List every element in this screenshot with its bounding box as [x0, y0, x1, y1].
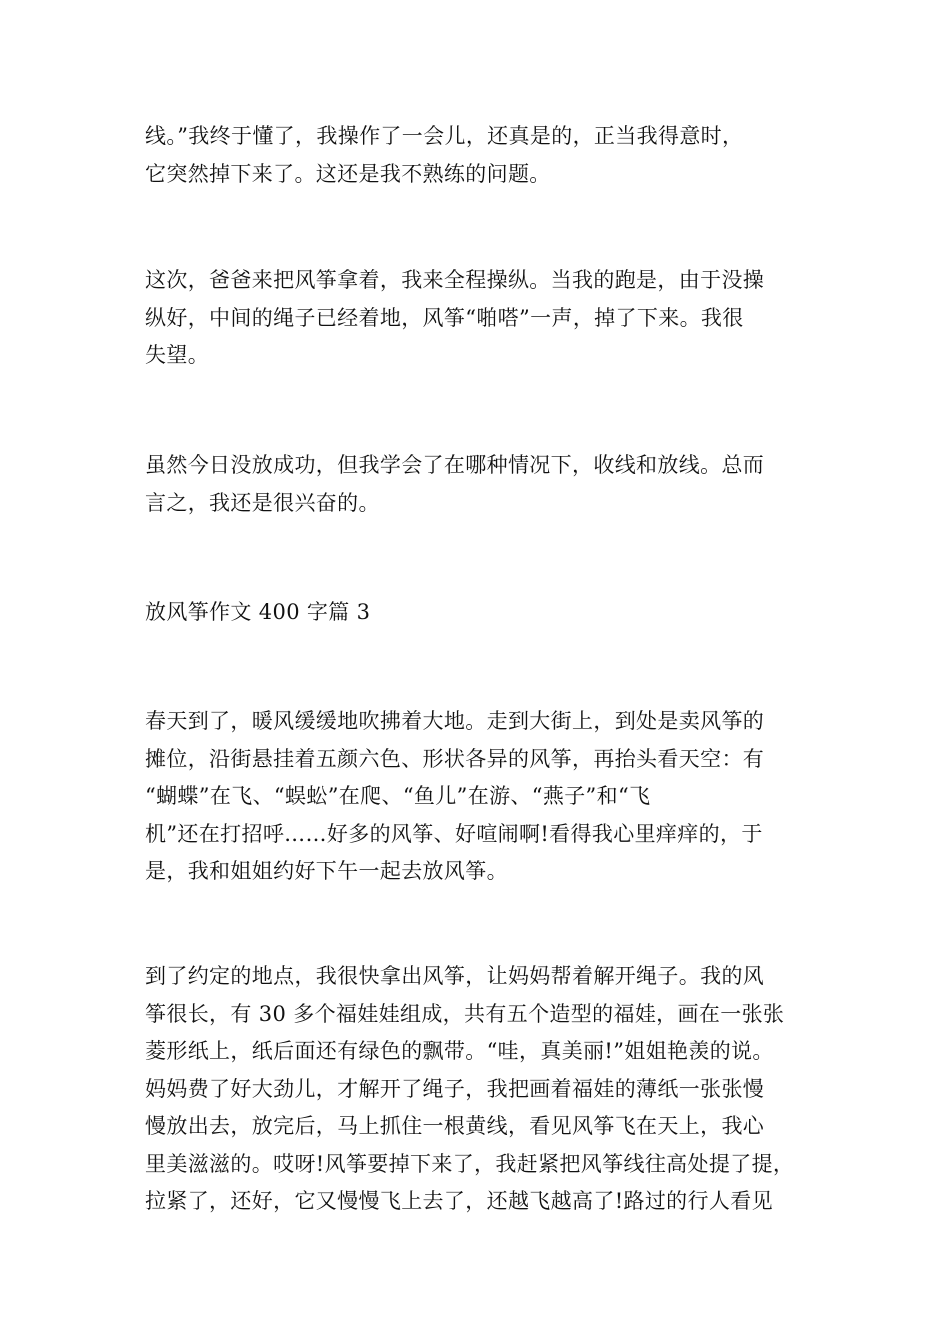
text-line: 摊位，沿街悬挂着五颜六色、形状各异的风筝，再抬头看天空：有 [145, 746, 765, 771]
text-line: 线。”我终于懂了，我操作了一会儿，还真是的，正当我得意时， [145, 124, 744, 148]
text-line: 菱形纸上，纸后面还有绿色的飘带。“哇，真美丽!”姐姐艳羡的说。 [145, 1039, 774, 1063]
text-line: 言之，我还是很兴奋的。 [145, 490, 380, 515]
section-heading [145, 594, 825, 632]
section-heading-text: 放风筝作文 400 字篇 3 [145, 600, 371, 624]
paragraph-1 [145, 118, 825, 193]
text-line: “蝴蝶”在飞、“蜈蚣”在爬、“鱼儿”在游、“燕子”和“飞 [145, 784, 651, 808]
paragraph-3 [145, 447, 825, 522]
text-line: 妈妈费了好大劲儿，才解开了绳子，我把画着福娃的薄纸一张张慢 [145, 1076, 765, 1101]
text-line: 机”还在打招呼……好多的风筝、好喧闹啊!看得我心里痒痒的，于 [145, 821, 763, 846]
text-line: 春天到了，暖风缓缓地吹拂着大地。走到大街上，到处是卖风筝的 [145, 709, 765, 733]
text-line: 它突然掉下来了。这还是我不熟练的问题。 [145, 161, 551, 186]
text-line: 筝很长，有 30 多个福娃娃组成，共有五个造型的福娃，画在一张张 [145, 1001, 785, 1026]
text-line: 纵好，中间的绳子已经着地，风筝“啪嗒”一声，掉了下来。我很 [145, 305, 744, 330]
text-line: 是，我和姐姐约好下午一起去放风筝。 [145, 859, 508, 883]
text-line: 拉紧了，还好，它又慢慢飞上去了，还越飞越高了!路过的行人看见 [145, 1189, 773, 1213]
paragraph-5 [145, 958, 825, 1221]
text-line: 这次，爸爸来把风筝拿着，我来全程操纵。当我的跑是，由于没操 [145, 268, 765, 292]
text-line: 到了约定的地点，我很快拿出风筝，让妈妈帮着解开绳子。我的风 [145, 964, 765, 988]
paragraph-4 [145, 703, 825, 891]
text-line: 里美滋滋的。哎呀!风筝要掉下来了，我赶紧把风筝线往高处提了提， [145, 1151, 795, 1176]
text-line: 虽然今日没放成功，但我学会了在哪种情况下，收线和放线。总而 [145, 453, 765, 477]
text-line: 失望。 [145, 343, 210, 367]
text-line: 慢放出去，放完后，马上抓住一根黄线，看见风筝飞在天上，我心 [145, 1114, 765, 1138]
paragraph-2 [145, 262, 825, 375]
